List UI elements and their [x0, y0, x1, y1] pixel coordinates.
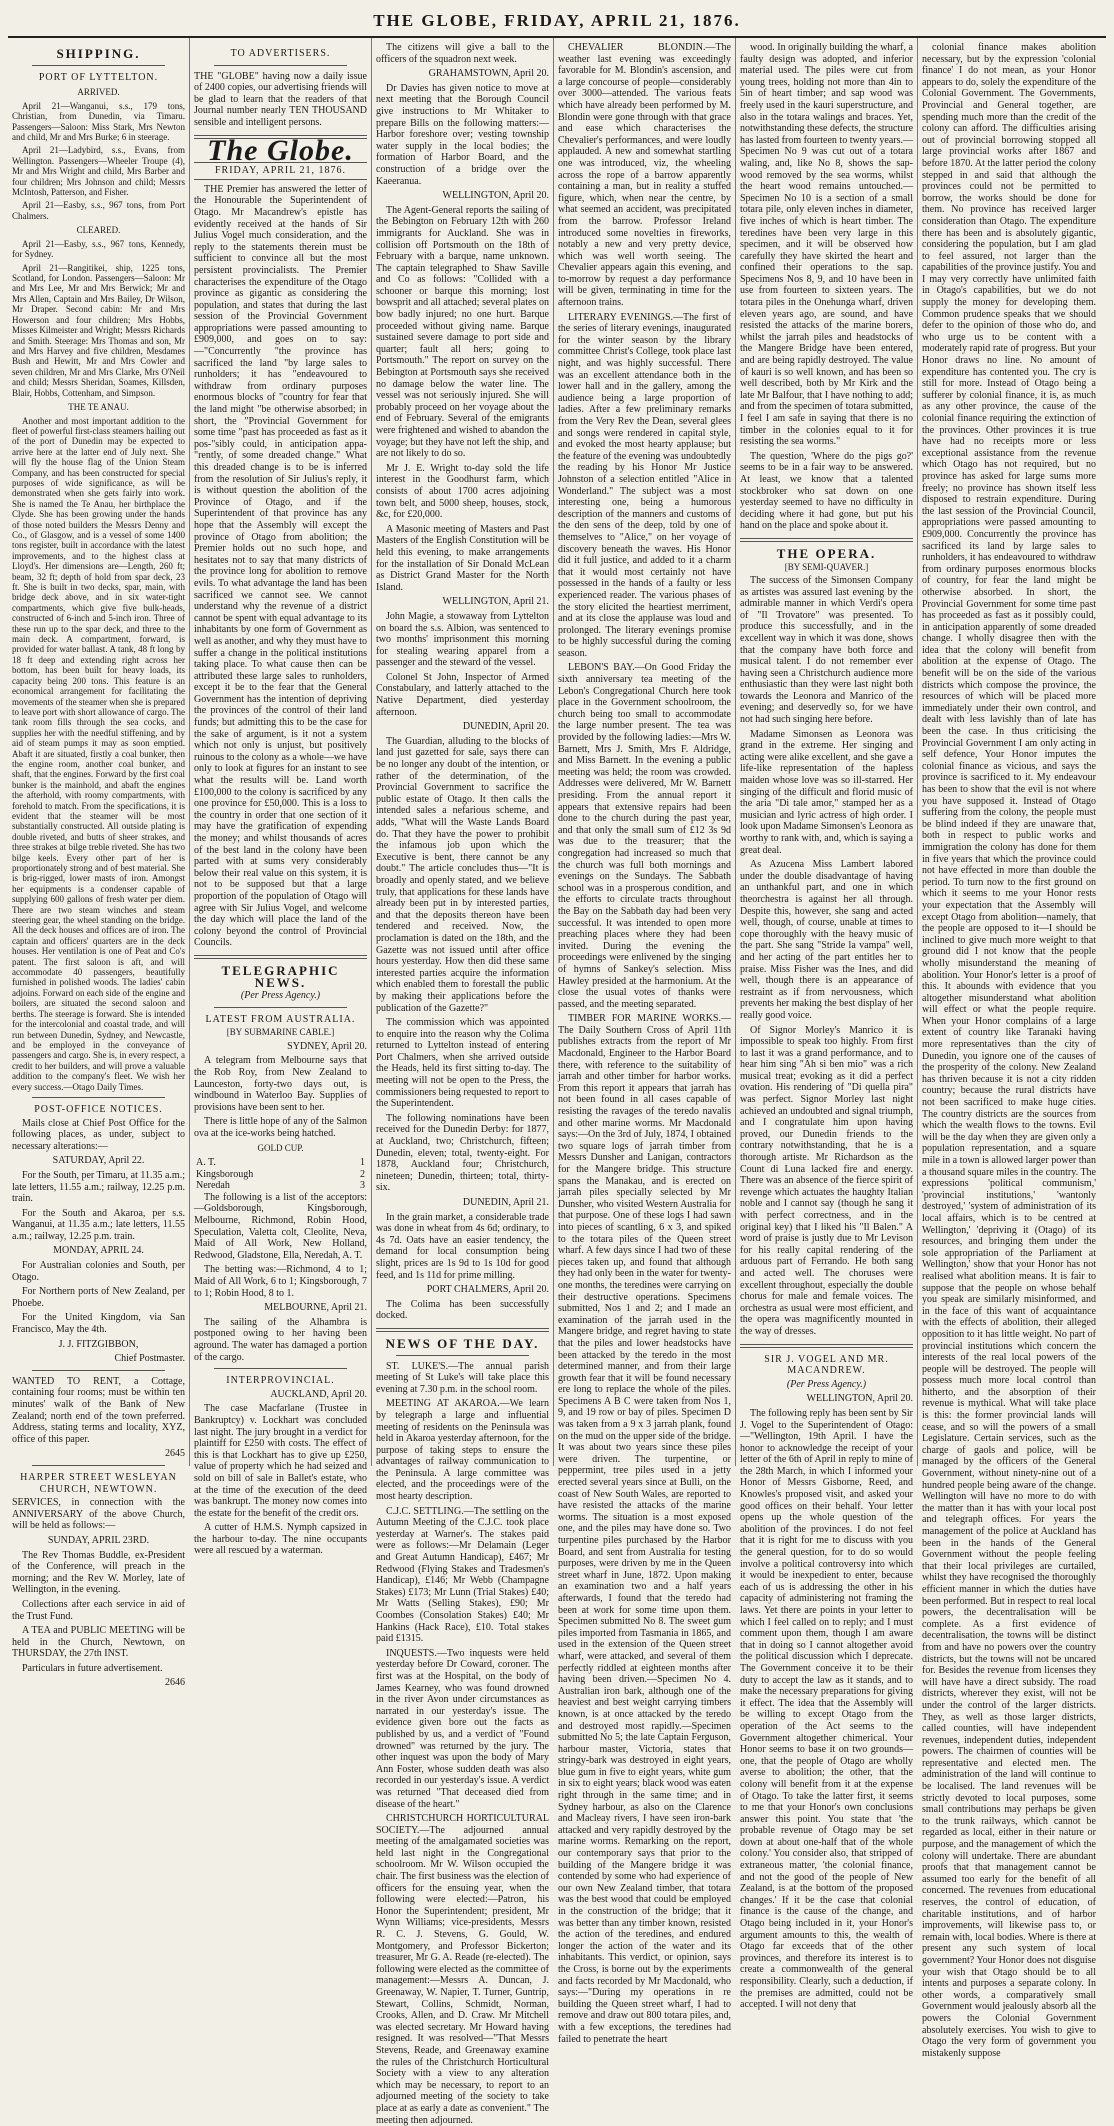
te-anau-article: Another and most important addition to the fleet of powerful first-class steamers hailing out of the port of Dunedin may be expected to arrive here at the latter end of July next. She will fly the house flag of the Union Steam Company, and has been constructed for special purposes of wide significance, as will be demonstrated when she gets fairly into work. She is named the Te Anau, her birthplace the Clyde. She has been growing under the hands of those noted builders the Messrs Denny and Co., of Glasgow, and is a vessel of some 1400 tons register, built in accordance with the latest improvements, and to the highest class at Lloyd's. Her dimensions are—Length, 260 ft; beam, 32 ft; depth of hold from spar deck, 23 ft. She is built in two decks, spar, main, with bridge deck above, and in six water-tight compartments, which give five bulk-heads, constructed of 6-inch and 5-inch iron. Three of these run up to the spar deck, and three to the main deck. A compartment, forward, is provided for water ballast. A tank, 48 ft long by 18 ft deep and extending right across her bottom, has been built for heavy loads, its capacity being 200 tons. This feature is an economical arrangement for facilitating the movements of the steamer when she is prepared to leave port with short allowance of cargo. The tank room fills through the sea cocks, and supplies her with the needful stiffening, and by aid of steam pumps it may as soon emptied. Abaft it are situated, firstly a coal bunker, then the engine room, another coal bunker, and shaft, that the engines. Forward by the first coal bunker is the mainhold, and abaft the engines the afterhold, with roomy compartments, with forehold to match. From the specifications, it is evident that the steamer will be most substantially constructed. All outside plating is double riveted, and butts of sheer strakes, and three strakes at bilge treble riveted. She has two bilge keels. Every other part of her is proportionately strong and of best material. She is brig-rigged, lower masts of iron. Amongst her equipments is a condenser capable of supplying 600 gallons of fresh water per diem. There are two steam winches and steam steering gear, the wheel standing on the bridge. All the deck houses and offices are of iron. The captain and officers' quarters are in the deck houses. Her ventilation is one of Peat and Co's patent. The first saloon is aft, and will accommodate 40 passengers, beautifully furnished in polished woods. The ladies' cabin adjoins. Forward on each side of the engine and boilers, are situated the second saloon and berths. The steerage is forward. She is intended for the intercolonial and coastal trade, and will run between Dunedin, Sydney, and Newcastle, and be employed in the conveyance of passengers and cargo. She is, in every respect, a credit to her builders, and will prove a valuable addition to the company's fleet. We wish her every success.—Otago Daily Times.: [12, 415, 185, 1092]
horse-name: Neredah: [196, 1180, 230, 1192]
globe-title: The Globe.: [207, 133, 354, 167]
post-notice-2: For the South, per Timaru, at 11.35 a.m.; late letters, 11.55 a.m.; railway, 12.25 p.m. train.: [12, 1169, 185, 1205]
divider: [740, 538, 913, 542]
vogel-letter-continued: colonial finance makes abolition necessary, but by the expression 'colonial finance' I do not mean, as your Honor appears to do, solely the expenditure of the Colonial Government. The Governments, Provincial and General together, are spending much more than the credit of the colony can afford. The difficulties arising out of provincial borrowing stopped all large provincial works after 1867 and before 1870. At the latter period the colony stepped in and said that although the provinces could not be permitted to borrow, the works should be done for them. No province has received larger consideration than Otago. The expenditure there has been and is absolutely gigantic, considering the population, but I am glad to feel assured, not larger than the capabilities of the province justify. You and I may very correctly have unlimited faith in Otago's capabilities, but we do not supply the money for developing them. Common prudence speaks that we should defer to the opinion of those who do, and who urge us to be content with a moderately rapid rate of progress. But your Honor draws no line. No amount of expenditure has contented you. The cry is still for more. Instead of Otago being a sufferer by colonial finance, it is, as much as any other province, the cause of the colonial finance requiring the extinction of the provinces. Other provinces it is true have had no receipts more or less exceptional assistance from the revenue which Otago has not required, but no province has asked for large sums more freely; no province has shown itself less disposed to restrain expenditure. During the last session of the Provincial Council, appropriations were passed amounting to £909,000. Concurrently the province has sacrificed its land by large sales to runholders, it has endeavoured to withdraw from ordinary purposes enormous blocks of country, for fear the land might be otherwise absorbed. In short, the Provincial Government for some time past has proceeded as fast as it possibly could, in anticipation apparently of some dreaded change. I wholly disagree then with the idea that the colony will benefit from abolition at the expense of Otago. The benefit will be on the side of the various districts which compose the province, the resources of which will be placed more immediately under their own control, and dealt with less lavishly than of late has been the case. In thus criticising the Provincial Government I am only acting in self defence, Your Honor imputes the colonial finance as vicious, and says the province is sacrificed to it. My endeavour has been to show that the evil is not where you have supposed it. Instead of Otago suffering from the colony, the people must be blind indeed if they are unaware that, both in respect to public works and immigration the colony has done for them in five years that which the province could not have effected in more than double the period. To turn now to the first ground on which it seems to me your Honor rests your expectation that the Assembly will except Otago from abolition—namely, that the people are opposed to it—I should be inclined to give much more weight to that ground did I not know that the people wholly misunderstand the meaning of abolition. Your Honor's letter is a proof of this. It abounds with evidence that you altogether misunderstand what abolition will effect or what the people require. When your Honor complains of a large extent of country like Taranaki having more representatives than the city of Dunedin, you ignore one of the causes of the prosperity of the colony. New Zealand has thriven because it is not a city ridden country; because the rural districts have not been sacrificed to make huge cities. The country districts are the sources from which the wealth flows to the towns. Evil will be the day when they are given only a population representation, and a square mile in a town is allowed larger power than a thousand square miles in the country. The expressions 'political communism,' 'provincial institutions,' 'wantonly destroyed,' 'system of administration of its local affairs, which is to be centred at Wellington,' 'depriving it (Otago) of its resources, and bringing them under the sole appropriation of the Parliament at Wellington,' show that your Honor has not realised what abolition means. It is fair to suppose that the people on whose behalf you speak are similarly misinformed, and in the face of this want of acquaintance with the effects of abolition, their alleged opposition to it has little weight. No part of provincial institutions which concern the interests of the real local powers of the people will be destroyed. The people will possess much more local control than hitherto, and the absorption of their revenue is mythical. What will take place is this: the former provincial lands will cease, and so will the powers of a small Legislature. Certain services, such as the charge of gaols and police, will be managed by the officers of the General Government, without ninety-nine out of a hundred people being aware of the change. Wellington will have no more to do with the matter than it has with your local post and telegraph offices. For years the management of the police at Auckland has been in the hands of the General Government without the people feeling that their local privileges are curtailed, whilst they have recognised the thoroughly efficient manner in which the duties have been performed. But in respect to real local powers, the decentralisation will be complete. As a first evidence of decentralisation, the towns will be distinct from and have no powers over the country districts, but the towns will not be uncared for. Besides the revenue from licenses they will have have a direct subsidy. The road districts, wherever they exist, will not be under the control of the larger districts. They, as well as those larger districts, called counties, will have independent revenues, independent duties, independent powers. The chairmen of counties will be representative and elected men. The administration of the land will continue to be localised. The land revenues will be strictly devoted to local purposes, some small contributions may perhaps be given to the trunk railways, which cannot be regarded as local, either in their nature or purpose, and the management of which the colony will undertake. There are abundant proofs that that management cannot be assumed too early for the benefit of all concerned. The revenues from educational reserves, the control of education, of charitable institutions, and of harbor improvements, will likewise pass to, or remain with, local bodies. Where is there at present any such system of local government? Your Honor does not disguise your wish that Otago should be to all intents and purposes a separate colony. In other words, a comparatively small Government would jealously absorb all the powers the Colonial Government absolutely exercises. You wish to give to Otago the very form of government you mistakenly suppose: [922, 42, 1096, 2059]
masthead-title: THE GLOBE, FRIDAY, APRIL 21, 1876.: [373, 11, 741, 30]
post-notice-3: For the South and Akaroa, per s.s. Wanganui, at 11.35 a.m.; late letters, 11.55 a.m.; railway, 12.25 p.m. train.: [12, 1207, 185, 1242]
press-agency: (Per Press Agency.): [240, 990, 321, 1002]
vogel-heading: SIR J. VOGEL AND MR. MACANDREW.: [764, 1353, 889, 1377]
auckland-text: The case Macfarlane (Trustee in Bankruptcy) v. Lockhart was concluded last night. The jury brought in a verdict for plaintiff for £250 with costs. The effect of this is that Lockhart has to give up £250, value of property which he had seized and sold on bill of sale in Ballet's estate, who at the time of the execution of the deed was bankrupt. The money now comes into the estate for the benefit of the credit ors.: [194, 1403, 367, 1519]
shipping-heading: SHIPPING.: [56, 46, 141, 61]
opera-paragraph: As Azucena Miss Lambert labored under the double disadvantage of having an unthankful part, and one in which theorchestra is against her all through. Despite this, however, she sang and acted well, though, of course, unable at times to cope thoroughly with the heavy music of the part. She sang "Stride la vampa" well, and her acting of the part entitles her to praise. Miss Fisher was the Ines, and did well, though there is an appearance of restraint as if from nervousness, which prevents her making the best display of her really good voice.: [740, 859, 913, 1021]
horse-name: A. T.: [196, 1157, 216, 1169]
dunedin-dateline-2: DUNEDIN, April 21.: [462, 1197, 549, 1208]
news-item: CHRISTCHURCH HORTICULTURAL SOCIETY.—The adjourned annual meeting of the amalgamated societies was held last night in the Congregational schoolroom. Mr W. Wilson occupied the chair. The first business was the election of officers for the ensuing year, when the following were elected:—Patron, his Honor the Superintendent; president, Mr Wynn Williams; vice-presidents, Messrs R. C. J. Stevens, G. Gould, W. Montgomery, and Professor Bickerton; treasurer, Mr G. A. Reade (re-elected). The following were elected as the committee of management:—Messrs A. Duncan, J. Greenaway, W. Napier, T. Turner, Guntrip, Stewart, Collins, Schmidt, Norman, Crooks, Allen, and D. Craw. Mr Mitchell was elected secretary. Mr Howard having resigned. It was resolved—"That Messrs Stevens, Reade, and Greenaway examine the rules of the Christchurch Horticultural Society with a view to any alteration which may be necessary, to report to an adjourned meeting of the society to take place at as early a date as convenient." The meeting then adjourned.: [376, 1813, 549, 2126]
wanted-ad: WANTED TO RENT, a Cottage, containing four rooms; must be within ten minutes' walk of the Bank of New Zealand; north end of the town preferred. Address, stating terms and locality, XYZ, office of this paper.: [12, 1375, 185, 1445]
opera-heading: THE OPERA.: [776, 545, 877, 561]
advertisers-notice: THE "GLOBE" having now a daily issue of 2400 copies, our advertising friends will be glad to learn that the readers of that Journal number nearly TEN THOUSAND sensible and intelligent persons.: [194, 70, 367, 128]
horse-position: 2: [360, 1168, 365, 1180]
post-notice-6: For the United Kingdom, via San Francisco, May the 4th.: [12, 1312, 185, 1336]
wellington-dateline: WELLINGTON, April 20.: [442, 190, 549, 202]
sydney-text: A telegram from Melbourne says that the Rob Roy, from New Zealand to Launceston, forty-two days out, is windbound in Waterloo Bay. Supplies of provisions have been sent to her.: [194, 1055, 367, 1113]
divider: [214, 1007, 347, 1008]
bebington-text: The Agent-General reports the sailing of the Bebington on February 12th with 260 immigrants for Auckland. She was in collision off Portsmouth on the 18th of February with a barque, name unknown. The captain telegraphed to Shaw Saville and Co as follows: "Collided with a schooner or barque this morning; lost bowsprit and all attached; several plates on bow badly injured; no one hurt. Barque proceeded without giving name. Barque sustained severe damage to port side and quarter; fault all hers; going to Portsmouth." The report on survey on the Bebington at Portsmouth says she received no damage below the water line. The vessel was not seriously injured. She will probably proceed on her voyage about the end of February. Several of the emigrants were frightened and wished to abandon the voyage; but they have not left the ship, and are not likely to do so.: [376, 204, 549, 460]
ball-text: The citizens will give a ball to the officers of the squadron next week.: [376, 42, 549, 65]
news-item: LEBON'S BAY.—On Good Friday the sixth anniversary tea meeting of the Lebon's Congregational Church here took place in the Government schoolroom, the church being too small to accommodate the large number present. The tea was provided by the following ladies:—Mrs W. Barnett, Mrs J. Smith, Mrs F. Aldridge, and Miss Barnett. In the evening a public meeting was held; the room was crowded. Addresses were delivered, Mr W. Barnett presiding. From the annual report it appears that extensive repairs had been done to the church during the past year, and that only the small sum of £12 3s 9d was due to the treasurer; that the congregation had increased so much that the church was full both mornings and evenings on the Sundays. The Sabbath school was in a prosperous condition, and the efforts to circulate tracts throughout the Bay on the Sabbath day had been very successful. It was intended to open more preaching places where they had been invited. During the evening the proceedings were enlivened by the singing of hymns of Sankey's selection. Miss Hawley presided at the harmonium. At the close the usual votes of thanks were passed, and the meeting separated.: [558, 662, 731, 1010]
divider: [32, 65, 165, 66]
opera-paragraph: The success of the Simonsen Company as artistes was assured last evening by the admirable manner in which Verdi's opera of "Il Trovatore" was presented. To produce this successfully, and in the excellent way in which it was done, shows that the company have both force and musical talent. I do not remember ever having seen a Christchurch audience more enthusiastic than they were last night both towards the Leonora and Manrico of the evening; and deservedly so, for we have not had such singing here before.: [740, 574, 913, 726]
commission-text: The commission which was appointed to enquire into the reason why the Colima returned to Lyttelton instead of entering Port Chalmers, when she arrived outside the Heads, held its first sitting to-day. The meeting will not be open to the Press, the commissioners being requested to report to the Superintendent.: [376, 1017, 549, 1110]
masonic-text: A Masonic meeting of Masters and Past Masters of the English Constitution will be held this evening, to make arrangements for the installation of Sir Donald McLean as District Grand Master for the North Island.: [376, 523, 549, 593]
horse-position: 3: [360, 1180, 365, 1192]
divider: [740, 1344, 913, 1348]
guardian-text: The Guardian, alluding to the blocks of land just gazetted for sale, says there can be no longer any doubt of the intention, or rather of the determination, of the Provincial Government to sacrifice the public estate of Otago. It then calls the intended sales a nefarious scheme, and adds, "What will the Waste Lands Board do. That they have the power to prohibit the infamous job upon which the Executive is bent, there cannot be any doubt." The article concludes thus—"It is broadly and openly stated, and we believe truly, that applications for these lands have already been put in by interested parties, and that the deposits thereon have been tendered and received. Now, the proclamation is dated on the 18th, and the Gazette was not issued until after office hours yesterday. How then did these same interested parties acquire the information which enabled them to forestall the public by making their applications before the publication of the Gazette?": [376, 735, 549, 1014]
post-notice-4: For Australian colonies and South, per Otago.: [12, 1260, 185, 1283]
divider: [376, 1328, 549, 1332]
colima-text: The Colima has been successfully docked.: [376, 1298, 549, 1322]
column-1: [8, 38, 190, 1689]
table-row: [194, 1169, 367, 1181]
derby-text: The following nominations have been received for the Dunedin Derby: for 1877, at Auckland, two; Christchurch, fifteen; Dunedin, eleven; total, twenty-eight. For 1878, Auckland four; Christchurch, nineteen; Dunedin, thirteen; total, thirty-six.: [376, 1112, 549, 1194]
port-heading: PORT OF LYTTELTON.: [38, 71, 159, 83]
post-saturday: SATURDAY, April 22.: [52, 1155, 145, 1167]
melbourne-dateline: MELBOURNE, April 21.: [264, 1302, 367, 1314]
post-notice-1: Mails close at Chief Post Office for the following places, as under, subject to necessary alterations:—: [12, 1117, 185, 1152]
wesleyan-heading: HARPER STREET WESLEYAN CHURCH, NEWTOWN.: [20, 1471, 177, 1495]
news-item: LITERARY EVENINGS.—The first of the series of literary evenings, inaugurated for the winter season by the library committee Christ's College, took place last night, and was highly successful. There was an excellent attendance both in the lower hall and in the gallery, among the audience being a large proportion of ladies. After a few preliminary remarks from the Very Rev the Dean, several glees and songs were rendered in capital style, and evoked the most hearty applause; but the feature of the evening was undoubtedly the reading by his Honor Mr Justice Johnston of a selection entitled "Alice in Wonderland." The subject was a most interesting one, being a humorous description of the manners and customs of the den sens of the deep, told by one of themselves to "Alice," on her voyage of discovery beneath the waves. His Honor did it full justice, and added to it a charm that it would most certainly not have possessed in the hands of a faulty or less experienced reader. The various phases of the story elicited the heartiest merriment, and at its close the applause was loud and prolonged. The literary evenings promise to be highly successful during the coming season.: [558, 311, 731, 659]
grahamstown-text: Dr Davies has given notice to move at next meeting that the Borough Council give instructions to Mr Whitaker to prepare Bills on the following matters:—Harbor foreshore over; vesting township water supply in the local bodies; the formation of Harbor Board, and the construction of a bridge over the Kaeeranua.: [376, 82, 549, 187]
post-notice-5: For Northern ports of New Zealand, per Phoebe.: [12, 1286, 185, 1309]
wright-text: Mr J. E. Wright to-day sold the life interest in the Goodhurst farm, which consists of about 1700 acres adjoining town belt, and 5000 sheep, houses, stock, &c, for £20,000.: [376, 462, 549, 521]
port-chalmers-dateline: PORT CHALMERS, April 20.: [426, 1284, 549, 1296]
st-john-text: Colonel St John, Inspector of Armed Constabulary, and latterly attached to the Native Department, died yesterday afternoon.: [376, 671, 549, 718]
te-anau-heading: THE TE ANAU.: [68, 401, 129, 412]
horse-name: Kingsborough: [196, 1168, 254, 1180]
divider: [32, 1370, 165, 1371]
column-3: [372, 38, 554, 2126]
betting-text: The betting was:—Richmond, 4 to 1; Maid of All Work, 6 to 1; Kingsborough, 7 to 1; Robin Hood, 8 to 1.: [194, 1264, 367, 1299]
news-item: ST. LUKE'S.—The annual parish meeting of St Luke's will take place this evening at 7.30 p.m. in the school room.: [376, 1360, 549, 1395]
opera-paragraph: Of Signor Morley's Manrico it is impossible to speak too highly. From first to last it was a grand performance, and to hear him sing "Ah si ben mio" was a rich musical treat; evoking as it did a perfect ovation. His rendering of "Di quella pira" was perfect. Signor Morley last night achieved an undoubted and signal triumph, and I congratulate him upon having proved, our Dunedin friends to the contrary notwithstanding, that he is a thorough artiste. Mr Richardson as the Count di Luna lacked fire and energy. There was an absence of the fierce spirit of revenge which actuates the haughty Italian noble and I cannot say (though he sang it with perfect correctness, and in the original key) that I liked his "Il Balen." A word of praise is justly due to Mr Levison for his really capital rendering of the arduous part of Ferrando. He both sang and acted well. The choruses were excellent throughout, especially the double chorus for male and female voices. The orchestra as usual were most efficient, and the opera was magnificently mounted in the way of dresses.: [740, 1024, 913, 1337]
wesleyan-date: SUNDAY, APRIL 23RD.: [47, 1534, 150, 1546]
leader-article: THE Premier has answered the letter of the Honourable the Superintendent of Otago. Mr Macandrew's epistle has evidently received at the hands of Sir Julius Vogel much consideration, and the reply to the statements therein must be sufficient to convince all but the most persistent provincialists. The Premier characterises the expenditure of the Otago province as gigantic as considering the population, and states that during the last session of the Provincial Government appropriations were passed amounting to £909,000, and goes on to say:—"Concurrently "the province has sacrificed the land "by large sales to runholders; it has "endeavoured to withdraw from ordinary purposes enormous blocks of "country for fear that the land might "be otherwise absorbed; in short, the "Provincial Government for some time "past has proceeded as fast as it pos-"sibly could, in anticipation appa-"rently, of some dreaded change." What this dreaded change is to be is inferred from the resolution of Sir Julius's reply, it is without question the abolition of the Province of Otago, and if the Superintendent of that province has any hope that the Assembly will except the province of Otago from abolition; the Premier holds out no such hope, and hesitates not to say that many districts of the province long for abolition to remove evils. To what advantage the land has been sacrificed we cannot see. We cannot understand why the revenue of a district cannot be spent with equal advantage to its inhabitants by one form of Government as well as another, and why they must have to suffer a change in the political institutions taking place. To what cause then can be attributed these large sales to runholders, except it be to the fear that the General Government has the intention of depriving the provinces of the control of their land funds; but admitting this to be the case for the sake of argument, is it not a system which not only is unjust, but positively ruinous to the colony as a whole—we have only to look at figures for an instant to see what the results will be. Land worth £100,000 to the colony is sacrificed by any one province for £50,000. This is a loss to the country in order that one section of it may have the gratification of expending the money; and whilst thousands of acres of the best land in the colony have been parted with at sums very considerably below their real value on this system, it is not to be supposed but that a large proportion of the population of Otago will agree with Sir Julius Vogel, and welcome the day which will place the land of the colony beyond the control of Provincial Councils.: [194, 183, 367, 949]
opera-byline: [BY SEMI-QUAVER.]: [784, 561, 869, 572]
wesleyan-text-1: SERVICES, in connection with the ANNIVERSARY of the above Church, will be held as follows:—: [12, 1497, 185, 1532]
cleared-2: April 21—Rangitikei, ship, 1225 tons, Scotland, for London. Passengers—Saloon: Mr and Mrs Lee, Mr and Mrs Berwick; Mr and Mrs Allen, Captain and Mrs Bailey, Dr Wilson, Mr Draper. Second cabin: Mr and Mrs Howerson and four children; Mrs Hobbs, Misses Kilmeister and Wright; Messrs Richards and Smith. Steerage: Mrs Thomas and son, Mr and Mrs Harvey and five children, Mesdames Bush and Hewitt, Mr and Mrs Cowler and seven children, Mr and Mrs Clarke, Mrs O'Neil and child; Messrs Sheridan, Soames, Killsden, Blair, Hobbs, Cottenham, and Simpson.: [12, 262, 185, 398]
wesleyan-text-2: The Rev Thomas Buddle, ex-President of the Conference, will preach in the morning; and the Rev W. Morley, late of Wellington, in the evening.: [12, 1549, 185, 1596]
postmaster-name: J. J. FITZGIBBON,: [58, 1338, 139, 1350]
news-item: wood. In originally building the wharf, a faulty design was adopted, and inferior material used. The piles were cut from young trees, holding not more than 4in to 5in of heart timber; and sap wood was freely used in the kauri superstructure, and also in the totara walings and braces. Yet, notwithstanding these defects, the structure has lasted from fourteen to twenty years.—Specimen No 9 was cut out of a totara waling, and, like No 8, shows the sap-wood removed by the sea worms, whilst the heart wood remains untouched.—Specimen No 10 is a section of a small totara pile, only eleven inches in diameter, five inches of which is heart timber. The teredines have been very large in this specimen, and it will be observed how carefully they have skirted the heart and confined their operations to the sap. Specimens Nos 8, 9, and 10 have been in use from fourteen to sixteen years. The totara piles in the Onehunga wharf, driven eleven years ago, are sound, and have resisted the attacks of the marine borers, whilst the jarrah piles and headstocks of the Mangere Bridge have been entered, and are being rapidly destroyed. The value of kauri is so well known, and has been so well described, both by Mr Kirk and the late Mr Balfour, that I have nothing to add; and from the specimen of totara submitted, I feel I am safe in saying that there is no timber in the colonies equal to it for resisting the sea worms.": [740, 42, 914, 448]
arrival-3: April 21—Easby, s.s., 967 tons, from Port Chalmers.: [12, 200, 185, 221]
australia-heading: LATEST FROM AUSTRALIA.: [205, 1013, 356, 1025]
post-office-heading: POST-OFFICE NOTICES.: [34, 1103, 163, 1115]
wesleyan-text-3: Collections after each service in aid of the Trust Fund.: [12, 1598, 185, 1622]
stowaway-text: John Magie, a stowaway from Lyttelton on board the s.s. Albion, was sentenced to two months' imprisonment this morning for stealing wearing apparel from a passenger and the steward of the vessel.: [376, 610, 549, 669]
column-6: [918, 38, 1100, 2059]
cleared-heading: CLEARED.: [76, 225, 121, 236]
interprovincial-heading: INTERPROVINCIAL.: [226, 1375, 335, 1387]
cable-note: [BY SUBMARINE CABLE.]: [226, 1027, 335, 1038]
news-of-day-heading: NEWS OF THE DAY.: [385, 1335, 540, 1351]
dunedin-dateline: DUNEDIN, April 20.: [462, 721, 549, 733]
cleared-1: April 21—Easby, s.s., 967 tons, Kennedy, for Sydney.: [12, 238, 185, 260]
cutter-text: A cutter of H.M.S. Nymph capsized in the harbour to-day. The nine occupants were all rescued by a waterman.: [194, 1522, 367, 1557]
wesleyan-ad-number: 2646: [165, 1677, 185, 1689]
news-item: CHEVALIER BLONDIN.—The weather last evening was exceedingly favorable for M. Blondin's ascension, and a large concourse of people—considerably over 3000—attended. The various feats which have already been performed by M. Blondin were gone through with that grace and ease which characterises the Chevalier's performances, and were loudly applauded. A new and somewhat startling one was introduced, viz, the wheeling across the rope of a barrow apparently containing a man, but in reality a stuffed figure, which, when near the centre, by what seemed an accident, was precipitated from the barrow. Professor Ireland introduced some novelties in fireworks, notably a new and very pretty device, which was well worth seeing. The Chevalier appears again this evening, and to-morrow by request a day performance will be given, terminating in time for the afternoon trains.: [558, 42, 731, 309]
divider: [32, 1465, 165, 1466]
column-4: [554, 38, 736, 2045]
advertisers-heading: TO ADVERTISERS.: [230, 48, 331, 59]
salmon-text: There is little hope of any of the Salmon ova at the ice-works being hatched.: [194, 1116, 367, 1139]
table-row: [194, 1180, 367, 1192]
news-item: INQUESTS.—Two inquests were held yesterday before Dr Coward, coroner. The first was at the Hospital, on the body of James Kearney, who was found drowned in the river Avon under circumstances as narrated in our yesterday's issue. The evidence given bore out the facts as published by us, and a verdict of "Found drowned" was returned by the jury. The other inquest was upon the body of Mary Ann Foster, whose sudden death was also recorded in our yesterday's issue. A verdict was returned "That deceased died from disease of the heart.": [376, 1647, 549, 1810]
grahamstown-dateline: GRAHAMSTOWN, April 20.: [428, 68, 549, 80]
wesleyan-text-5: Particulars in future advertisement.: [22, 1662, 163, 1674]
leader-date: FRIDAY, APRIL 21, 1876.: [194, 162, 367, 180]
gold-cup-heading: GOLD CUP.: [257, 1143, 304, 1154]
masthead: [8, 6, 1106, 38]
wellington-dateline-2: WELLINGTON, April 21.: [442, 596, 549, 608]
divider: [214, 65, 347, 66]
column-5: [736, 38, 918, 2011]
column-2: [190, 38, 372, 1557]
divider: [214, 1368, 347, 1369]
table-row: [194, 1157, 367, 1169]
wanted-ad-number: 2645: [165, 1448, 185, 1460]
horse-position: 1: [360, 1157, 365, 1169]
telegraphic-heading: TELEGRAPHIC NEWS.: [221, 962, 340, 990]
news-item: C.J.C. SETTLING.—The settling on the Autumn Meeting of the C.J.C. took place yesterday at Warner's. The stakes paid were as follows:—Mr Delamain (Leger and Great Autumn Handicap), £467; Mr Redwood (Flying Stakes and Tradesmen's Handicap), £146; Mr Webb (Champagne Stakes) £173; Mr Lunn (Trial Stakes) £40; Mr Watts (Selling Stakes), £90; Mr Coombes (Consolation Stakes) £40; Mr Hankins (Hack Race), £10. Total stakes paid £1315.: [376, 1505, 549, 1645]
news-item: MEETING AT AKAROA.—We learn by telegraph a large and influential meeting of residents on the Peninsula was held in Akaroa yesterday afternoon, for the purpose of taking steps to ensure the advantages of railway communication to the Peninsula. A large committee was elected, and the proceedings were of the most hearty description.: [376, 1398, 549, 1503]
arrival-2: April 21—Ladybird, s.s., Evans, from Wellington. Passengers—Wheeler Troupe (4), Mr and Mrs Wright and child, Mrs Barber and four children; Mrs Johnson and child; Messrs McIntosh, Patterson, and Fisher.: [12, 145, 185, 198]
auckland-dateline: AUCKLAND, April 20.: [270, 1388, 367, 1400]
acceptors-text: The following is a list of the acceptors:—Goldsborough, Kingsborough, Melbourne, Richmond, Robin Hood, Speculation, Valetta colt, Cleolite, Neva, Maid of All Work, New Holland, Redwood, Gladstone, Ella, Neredah, A. T.: [194, 1191, 367, 1261]
arrival-1: April 21—Wanganui, s.s., 179 tons, Christian, from Dunedin, via Timaru. Passengers—Saloon: Miss Stark, Mrs Newton and child, Mr and Mrs Burke; 6 in steerage.: [12, 100, 185, 142]
vogel-dateline: WELLINGTON, April 20.: [806, 1393, 913, 1405]
postmaster-title: Chief Postmaster.: [114, 1353, 185, 1365]
melbourne-text: The sailing of the Alhambra is postponed owing to her having been aground. The water has damaged a portion of the cargo.: [194, 1316, 367, 1363]
divider: [32, 1097, 165, 1098]
divider: [396, 1355, 529, 1356]
vogel-letter: The following reply has been sent by Sir J. Vogel to the Superintendent of Otago:—"Wellington, 19th April. I have the honor to acknowledge the receipt of your letter of the 6th of April in reply to mine of the 28th March, in which I informed your Honor of Messrs Gisborne, Reed, and Knowles's proposed visit, and asked your good offices on their behalf. Your letter opens up the whole question of the abolition of the provinces. I do not feel that it is right for me to discuss with you the general question, for to do so would involve a political controversy into which it would be inexpedient to enter, because each of us is addressing the other in his capacity of administering not framing the laws. Yet there are points in your letter to which I feel called on to reply; and I must comment upon them, though I am aware that in doing so I cannot altogether avoid the political discussion which I deprecate. The Government conceive it to be their duty to accept the law as it stands, and to make the necessary preparations for giving it effect. The idea that the Assembly will be willing to except Otago from the operation of the Act seems to the Government altogether chimerical. Your Honor seems to base it on two grounds—one, that the people of Otago are wholly averse to abolition; the other, that the colony will benefit from it at the expense of Otago. To take the latter first, it seems to me that your Honor's own conclusions answer this point. You state that 'the probable revenue of Otago may be set down at about one-half that of the whole colony.' You consider also, that stripped of extraneous matter, 'the colonial finance, and not the good of the people of New Zealand, is at the bottom of the proposed changes.' If it be the case that colonial finance is the cause of the change, and Otago being included in it, your Honor's argument amounts to this, the wealth of Otago far exceeds that of the other provinces, and therefore its interest is to create a commonwealth of the general responsibility. Clearly, such a deduction, if the premises are admitted, could not be accepted. I will not deny that: [740, 1407, 913, 2011]
gold-cup-table: [194, 1157, 367, 1192]
news-item: The question, 'Where do the pigs go?' seems to be in a fair way to be answered. At least, we know that a talented stockbroker who sat down on one yesterday seemed to have no difficulty in deciding where it had gone, but put his hand on the place and spoke about it.: [740, 450, 913, 532]
sydney-dateline: SYDNEY, April 20.: [287, 1040, 367, 1052]
vogel-press: (Per Press Agency.): [786, 1378, 867, 1390]
arrived-heading: ARRIVED.: [77, 87, 120, 98]
opera-paragraph: Madame Simonsen as Leonora was grand in the extreme. Her singing and acting were alike excellent, and she gave a life-like representation of the hapless maiden whose love was so ill-starred. Her singing of the difficult and florid music of the aria "Di tale amor," stamped her as a musician and lyric actress of high order. I look upon Madame Simonsen's Leonora as worthy to rank with, and, which is saying a great deal.: [740, 728, 913, 856]
wesleyan-text-4: A TEA and PUBLIC MEETING will be held in the Church, Newtown, on THURSDAY, the 27th INST.: [12, 1625, 185, 1660]
grain-text: In the grain market, a considerable trade was done in wheat from 4s 6d; ordinary, to 4s 7d. Oats have an easier tendency, the demand for local consumption being slight, prices are 1s 9d to 1s 10d for good feed, and 1s 11d for prime milling.: [376, 1211, 549, 1281]
post-monday: MONDAY, APRIL 24.: [53, 1245, 144, 1257]
news-item: TIMBER FOR MARINE WORKS.—The Daily Southern Cross of April 11th publishes extracts from the report of Mr Macdonald, Engineer to the Harbor Board there, with reference to the suitability of jarrah and other timber for harbor works. From this report it appears that jarrah has not been found in all cases capable of resisting the ravages of the teredo navalis and other marine worms. Mr Macdonald says:—On the 3rd of July, 1874, I obtained two square logs of jarrah timber from Messrs Dunsher and Lanigan, contractors for the Mangere bridge. This structure spans the Manakau, and is erected on jarrah piles specially selected by Mr Dunsher, who visited Western Australia for that purpose. One of these logs I had sawn into pieces of scantling, 6 x 3, and spiked to the totara piles of the Queen street wharf. A few days since I had two of these pieces taken up, and found that although they had only been in the water for twenty-one months, the teredines were carrying on their destructive operations. Specimens submitted, Nos 1 and 2; and I made an examination of the jarrah used in the Mangere bridge, and regret having to state that the piles and lower headstocks have been attacked by the teredo in the most determined manner, and from their large growth fear that it will be found necessary ere long to replace the whole of the piles. Specimens A B C were taken from Nos 1, 9, and 19 row or bay of piles. Specimen D was taken from a 9 x 3 jarrah plank, found on the mud on the upper side of the bridge. It was about two years since these piles were driven. The turpentine, or peppermint, tree piles used in a jetty erected several years since at Bulli, on the coast of New South Wales, are reported to have resisted the attacks of the marine worms. The situation is a most exposed one, and the piles may have done so. Two turpentine piles purchased by the Harbor Board, and sent from Australia for testing purposes, were driven by me in the Queen street wharf in June, 1872. Upon making an examination two and a half years afterwards, I found that the teredo had been at work for some time upon them. Specimen submitted No 8. The sweet gum piles imported from Tasmania in 1865, and used in the extension of the Queen street wharf, were attacked, and several of them perfectly riddled at eighteen months after having been driven.—Specimen No 4. Australian iron bark, although one of the heaviest and best weight carrying timbers known, is at once attacked by the teredo and destroyed most rapidly.—Specimen submitted No 5; the late Captain Ferguson, harbour master, Victoria, states that stringy-bark was destroyed in eight years, blue gum in five to eight years, white gum in six to eight years; black wood was eaten right through in the same time; and in Sydney harbour, as also on the Clarence and Macleay rivers, I have seen iron-bark attacked and very rapidly destroyed by the marine worms. Remarking on the report, our contemporary says that prior to the building of the Mangere bridge it was contended by some who had experience of our own New Zealand timber, that totara was the best wood that could be employed in the construction of the bridge; that it was better than any timber known, resisted the action of the teredines, and endured longer the action of the water and its inhabitants. This verdict, or opinion, says the Cross, is borne out by the experiments and facts recorded by Mr Macdonald, who says:—"During my operations in re building the Queen street wharf, I had to remove and draw out 800 totara piles, and, with a few exceptions, the teredines had failed to penetrate the heart: [558, 1013, 731, 2045]
divider: [194, 955, 367, 959]
columns: [8, 38, 1106, 2126]
